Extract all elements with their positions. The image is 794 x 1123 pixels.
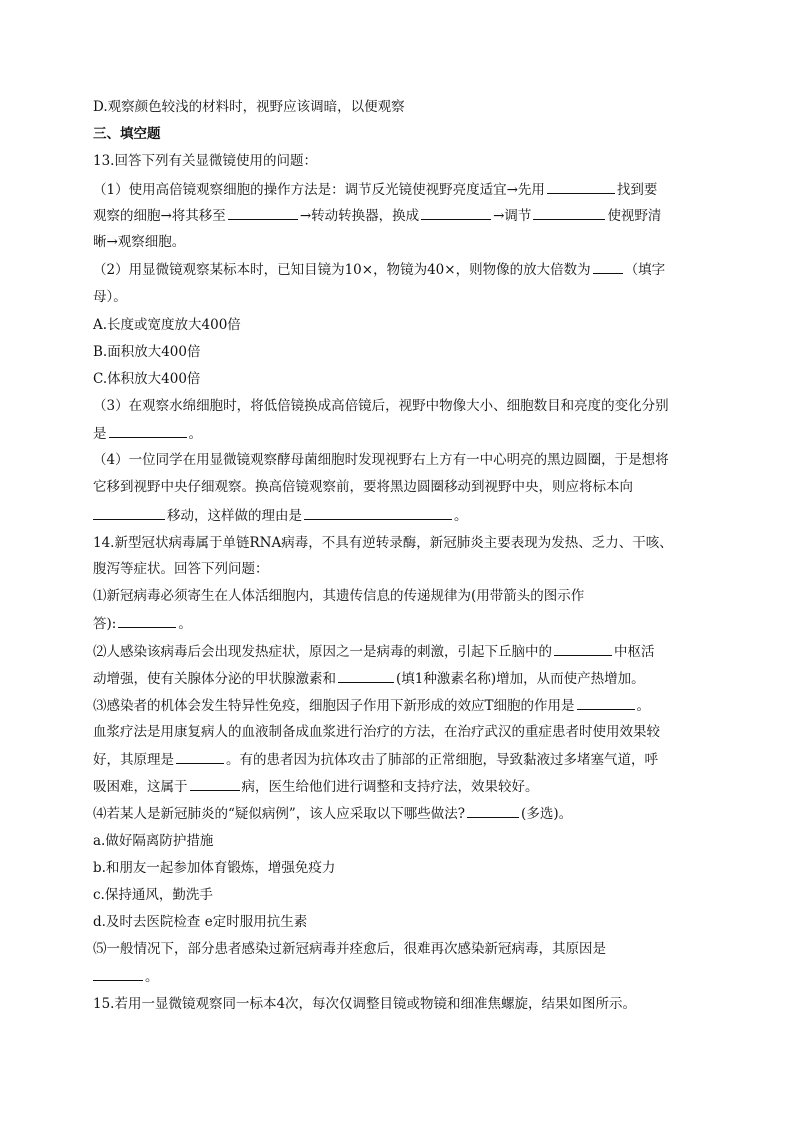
answer-blank[interactable] — [190, 776, 240, 791]
q14-2-line2: 动增强，使有关腺体分泌的甲状腺激素和 (填1种激素名称)增加，从而使产热增加。 — [93, 668, 645, 688]
choice-d-e: d.及时去医院检查 e定时服用抗生素 — [93, 914, 308, 930]
answer-blank[interactable] — [421, 205, 491, 220]
q13-1-line2: 观察的细胞→将其移至 →转动转换器，换成 →调节 使视野清 — [93, 205, 661, 225]
q13-2-line1: （2）用显微镜观察某标本时，已知目镜为10×，物镜为40×，则物像的放大倍数为 （填字 — [93, 259, 665, 279]
answer-blank[interactable] — [577, 695, 635, 710]
q14-stem-line1: 14.新型冠状病毒属于单链RNA病毒，不具有逆转录酶，新冠肺炎主要表现为发热、乏力、干咳、 — [93, 535, 673, 551]
q15-stem: 15.若用一显微镜观察同一标本4次，每次仅调整目镜或物镜和细准焦螺旋，结果如图所示。 — [93, 996, 637, 1012]
q13-1-line3: 晰→观察细胞。 — [93, 234, 186, 250]
q14-1-line2: 答): 。 — [93, 613, 192, 633]
q14-5-line1: ⑸一般情况下，部分患者感染过新冠病毒并痊愈后，很难再次感染新冠病毒，其原因是 — [93, 941, 606, 957]
answer-blank[interactable] — [93, 966, 143, 981]
q14-3-line1: ⑶感染者的机体会发生特异性免疫，细胞因子作用下新形成的效应T细胞的作用是 。 — [93, 695, 650, 715]
option-b: B.面积放大400倍 — [93, 344, 201, 360]
q13-4-line1: （4）一位同学在用显微镜观察酵母菌细胞时发现视野右上方有一中心明亮的黑边圆圈，于是想将 — [93, 452, 669, 468]
answer-blank[interactable] — [547, 179, 615, 194]
choice-c: c.保持通风，勤洗手 — [93, 887, 213, 903]
answer-blank[interactable] — [109, 423, 187, 438]
q14-4-stem: ⑷若某人是新冠肺炎的“疑似病例”，该人应采取以下哪些做法? (多选)。 — [93, 803, 572, 823]
answer-blank[interactable] — [176, 749, 224, 764]
option-d-line: D.观察颜色较浅的材料时，视野应该调暗，以便观察 — [93, 99, 405, 115]
section-heading: 三、填空题 — [93, 126, 161, 142]
q13-stem: 13.回答下列有关显微镜使用的问题： — [93, 153, 317, 169]
q14-3-line4: 吸困难，这属于 病，医生给他们进行调整和支持疗法，效果较好。 — [93, 776, 539, 796]
answer-blank[interactable] — [467, 803, 519, 818]
q13-4-line2: 它移到视野中央仔细观察。换高倍镜观察前，要将黑边圆圈移动到视野中央，则应将标本向 — [93, 479, 633, 495]
q14-3-line3: 好，其原理是 。有的患者因为抗体攻击了肺部的正常细胞，导致黏液过多堵塞气道，呼 — [93, 749, 658, 769]
q13-2-line2: 母）。 — [93, 289, 127, 305]
answer-blank[interactable] — [118, 613, 176, 628]
q13-1-line1: （1）使用高倍镜观察细胞的操作方法是：调节反光镜使视野亮度适宜→先用 找到要 — [93, 179, 657, 199]
choice-b: b.和朋友一起参加体育锻炼，增强免疫力 — [93, 860, 336, 876]
answer-blank[interactable] — [304, 505, 452, 520]
q13-3-line1: （3）在观察水绵细胞时，将低倍镜换成高倍镜后，视野中物像大小、细胞数目和亮度的变化分别 — [93, 398, 669, 414]
q14-3-line2: 血浆疗法是用康复病人的血液制备成血浆进行治疗的方法，在治疗武汉的重症患者时使用效果较 — [93, 724, 660, 740]
answer-blank[interactable] — [338, 668, 394, 683]
answer-blank[interactable] — [533, 205, 605, 220]
choice-a: a.做好隔离防护措施 — [93, 833, 214, 849]
answer-blank[interactable] — [228, 205, 298, 220]
answer-blank[interactable] — [93, 505, 165, 520]
q13-3-line2: 是 。 — [93, 423, 202, 443]
q14-2-line1: ⑵人感染该病毒后会出现发热症状，原因之一是病毒的刺激，引起下丘脑中的 中枢活 — [93, 641, 655, 661]
q14-stem-line2: 腹泻等症状。回答下列问题： — [93, 561, 269, 577]
q14-5-line2: 。 — [93, 966, 159, 986]
q14-1-line1: ⑴新冠病毒必须寄生在人体活细胞内，其遗传信息的传递规律为(用带箭头的图示作 — [93, 588, 585, 604]
answer-blank[interactable] — [554, 641, 612, 656]
option-a: A.长度或宽度放大400倍 — [93, 317, 241, 333]
q13-4-line3: 移动，这样做的理由是 。 — [93, 505, 468, 525]
option-c: C.体积放大400倍 — [93, 371, 201, 387]
answer-blank[interactable] — [593, 259, 623, 274]
